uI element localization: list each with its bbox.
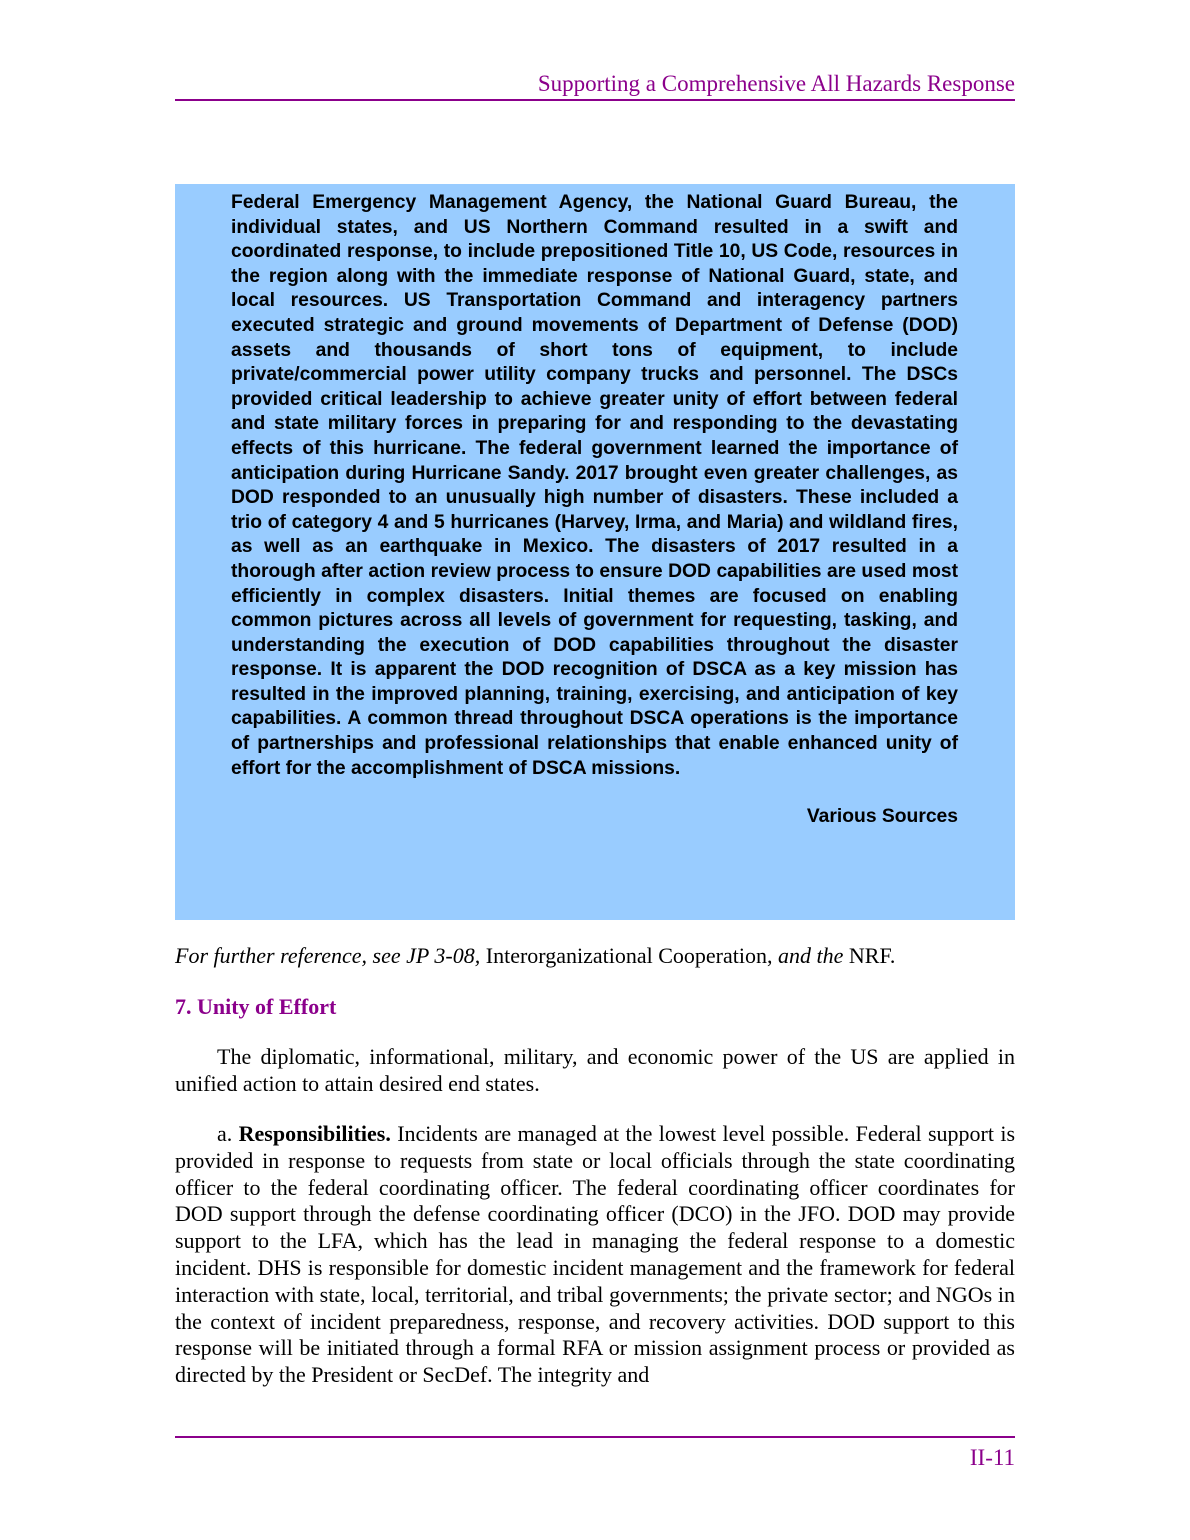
paragraph-body-text: Incidents are managed at the lowest level possible. Federal support is provided in response to requests from state or local officials through the state coordinating officer to the federal coordinating officer. The federal coordinating officer coordinates for DOD support through the defense coordinating officer (DCO) in the JFO. DOD may provide support to the LFA, which has the lead in managing the federal response to a domestic incident. DHS is responsible for domestic incident management and the framework for federal interaction with state, local, territorial, and tribal governments; the private sector; and NGOs in the context of incident preparedness, response, and recovery activities. DOD support to this response will be initiated through a formal RFA or mission assignment process or provided as directed by the President or SecDef. The integrity and xyxy=(175,1121,1016,1388)
footer-rule xyxy=(175,1436,1015,1438)
running-header-title: Supporting a Comprehensive All Hazards Response xyxy=(537,71,1015,96)
page-number: II-11 xyxy=(969,1445,1015,1470)
responsibilities-paragraph xyxy=(175,1121,1015,1389)
header-rule xyxy=(175,99,1015,101)
reference-title-jp: Interorganizational Cooperation, xyxy=(485,943,773,968)
vignette-body-text: Federal Emergency Management Agency, the National Guard Bureau, the individual states, and US Northern Command resulted in a swift and coordinated response, to include prepositioned Title 10, US Code, resources in the region along with the immediate response of National Guard, state, and local resources. US Transportation Command and interagency partners executed strategic and ground movements of Department of Defense (DOD) assets and thousands of short tons of equipment, to include private/commercial power utility company trucks and personnel. The DSCs provided critical leadership to achieve greater unity of effort between federal and state military forces in preparing for and responding to the devastating effects of this hurricane. The federal government learned the importance of anticipation during Hurricane Sandy. 2017 brought even greater challenges, as DOD responded to an unusually high number of disasters. These included a trio of category 4 and 5 hurricanes (Harvey, Irma, and Maria) and wildland fires, as well as an earthquake in Mexico. The disasters of 2017 resulted in a thorough after action review process to ensure DOD capabilities are used most efficiently in complex disasters. Initial themes are focused on enabling common pictures across all levels of government for requesting, tasking, and understanding the execution of DOD capabilities throughout the disaster response. It is apparent the DOD recognition of DSCA as a key mission has resulted in the improved planning, training, exercising, and anticipation of key capabilities. A common thread throughout DSCA operations is the importance of partnerships and professional relationships that enable enhanced unity of effort for the accomplishment of DSCA missions. xyxy=(231,192,958,779)
section-intro-paragraph xyxy=(175,1044,1015,1098)
vignette-box xyxy=(175,184,1015,920)
reference-connector: and the xyxy=(778,943,844,968)
reference-title-nrf: NRF. xyxy=(848,943,896,968)
vignette-source: Various Sources xyxy=(806,806,958,828)
section-intro-text: The diplomatic, informational, military, and economic power of the US are applied in unified action to attain desired end states. xyxy=(175,1044,1015,1096)
reference-prefix: For further reference, see JP 3-08, xyxy=(175,943,481,968)
paragraph-label: a. xyxy=(217,1121,233,1146)
paragraph-bold-lead: Responsibilities. xyxy=(238,1121,391,1146)
section-heading: 7. Unity of Effort xyxy=(175,994,337,1019)
reference-note xyxy=(175,941,1015,971)
